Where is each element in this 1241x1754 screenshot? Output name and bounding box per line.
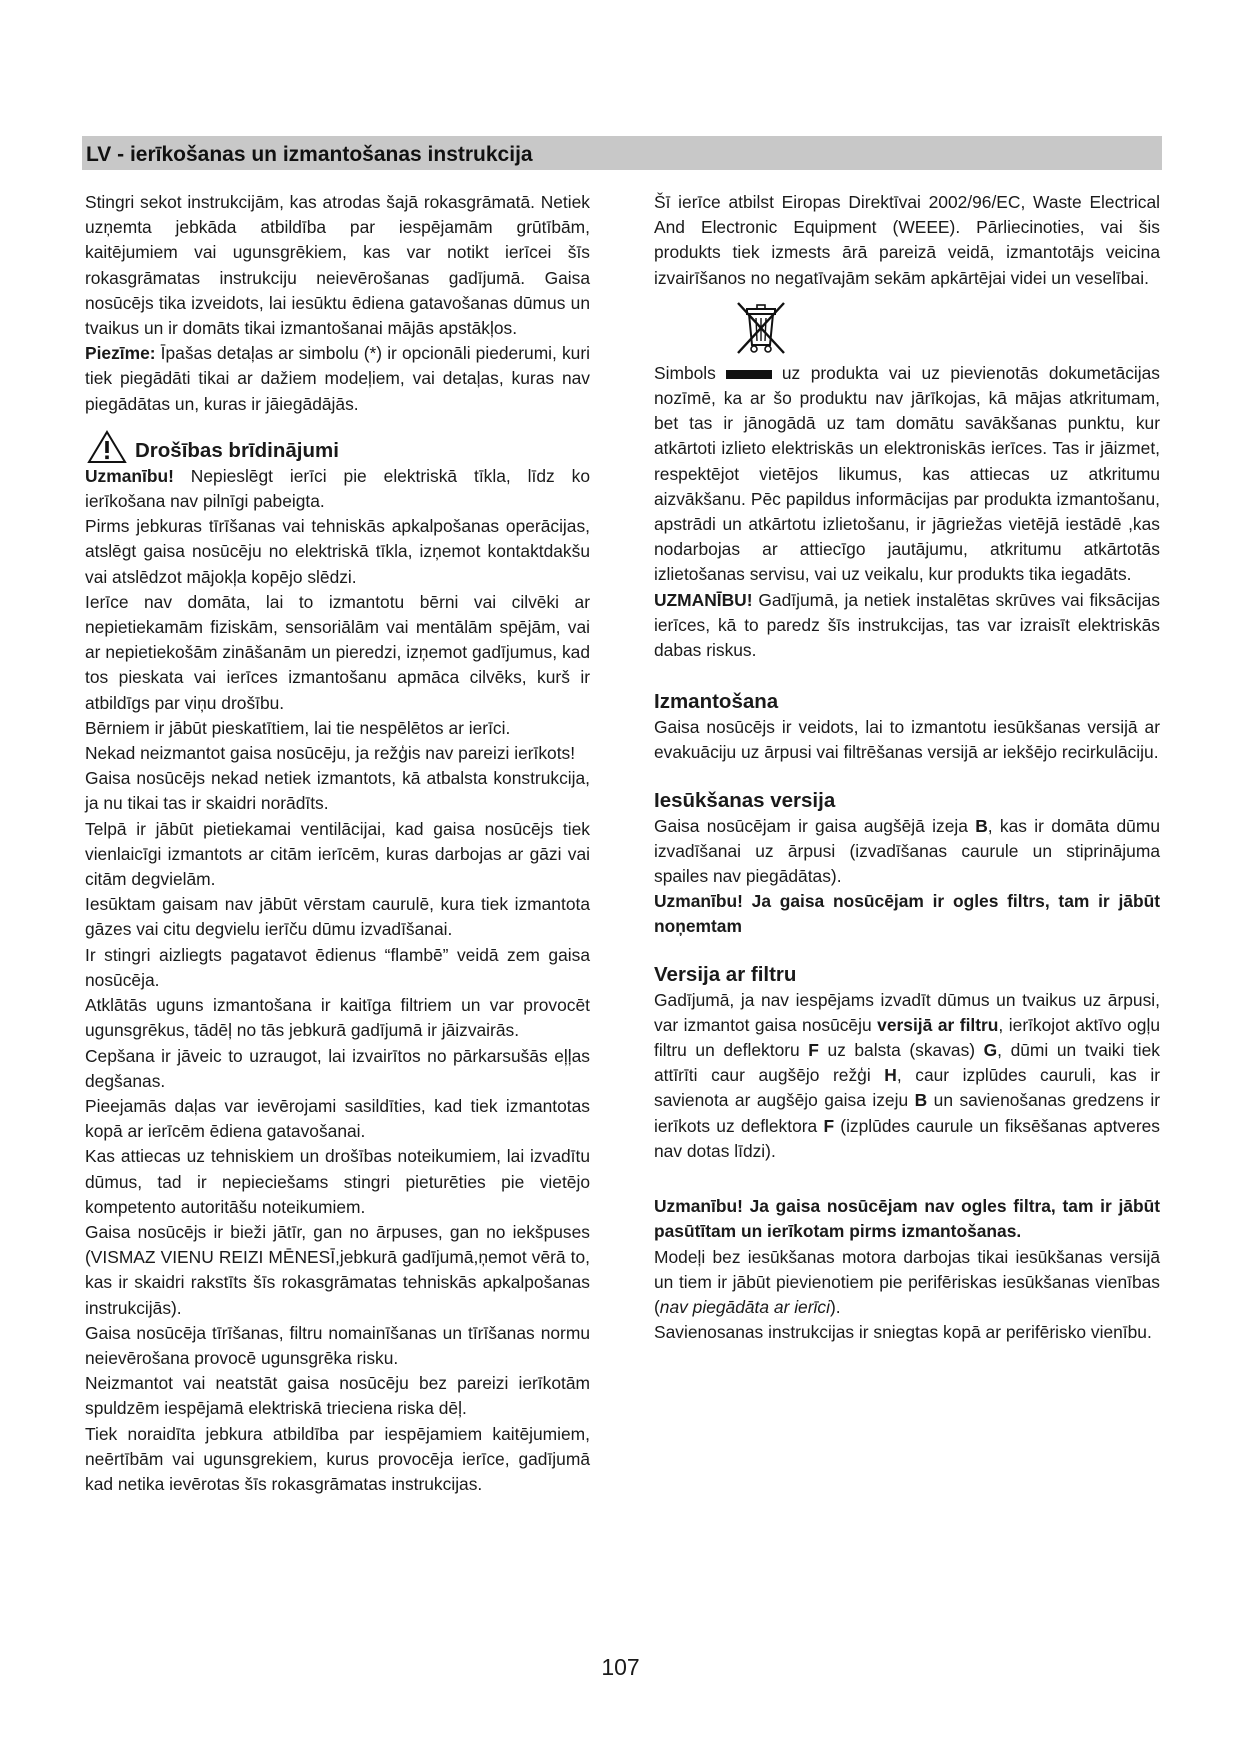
safety-paragraph: Neizmantot vai neatstāt gaisa nosūcēju bez pareizi ierīkotām spuldzēm iespējamā elektriskā trieciena riska dēļ. [85, 1373, 590, 1419]
uzmanibu-text: Gadījumā, ja netiek instalētas skrūves vai fiksācijas ierīces, kā to paredz šīs instrukcijas, tas var izraisīt elektriskās dabas riskus. [654, 589, 1160, 661]
suction-text-1: Gaisa nosūcējam ir gaisa augšējā izeja [654, 815, 976, 836]
usage-heading: Izmantošana [654, 690, 779, 714]
safety-paragraph: Telpā ir jābūt pietiekamai ventilācijai, kad gaisa nosūcējs tiek vienlaicīgi izmantots ar citām ierīcēm, kuras darbojas ar gāzi vai citām degvielām. [85, 818, 590, 890]
suction-heading: Iesūkšanas versija [654, 788, 836, 812]
safety-paragraph: Pirms jebkuras tīrīšanas vai tehniskās apkalpošanas operācijas, atslēgt gaisa nosūcēju no elektriskā tīkla, izņemot kontaktdakšu vai atslēdzot mājokļa kopējo slēdzi. [85, 516, 590, 587]
uzmanibu-paragraph [654, 588, 1160, 664]
suction-b: B [975, 815, 988, 836]
attention-text: Nepieslēgt ierīci pie elektriskā tīkla, līdz ko ierīkošana nav pilnīgi pabeigta. [85, 465, 590, 512]
filter-warning [654, 1194, 1160, 1244]
page-title: LV - ierīkošanas un izmantošanas instrukcija [86, 143, 533, 166]
safety-paragraph: Nekad neizmantot gaisa nosūcēju, ja režģis nav pareizi ierīkots! [85, 743, 576, 764]
safety-paragraph: Cepšana ir jāveic to uzraugot, lai izvairītos no pārkarsušās eļļas degšanas. [85, 1045, 590, 1091]
safety-heading-row [85, 430, 590, 464]
filter-f1: F [808, 1040, 819, 1061]
safety-paragraph: Ierīce nav domāta, lai to izmantotu bērni vai cilvēki ar nepietiekamām fiziskām, sensoriālām vai mentālām spējām, vai ar nepietiekošām zināšanām un pieredzi, izņemot gadījumus, kad tos pieskata vai ierīces izmantošanu apmāca cilvēks, kurš ir atbildīgs par viņu drošību. [85, 591, 590, 713]
page-number: 107 [601, 1654, 640, 1680]
filter-warning-text: Uzmanību! Ja gaisa nosūcējam nav ogles filtra, tam ir jābūt pasūtītam un ierīkotam pirms izmantošanas. [654, 1196, 1160, 1242]
suction-warning-text: Uzmanību! Ja gaisa nosūcējam ir ogles filtrs, tam ir jābūt noņemtam [654, 891, 1160, 937]
suction-paragraph [654, 814, 1160, 890]
note-paragraph [85, 341, 590, 417]
safety-paragraph: Iesūktam gaisam nav jābūt vērstam caurulē, kura tiek izmantota gāzes vai citu degvielu ierīču dūmu izvadīšanai. [85, 894, 590, 940]
safety-paragraph: Tiek noraidīta jebkura atbildība par iespējamiem kaitējumiem, neērtībām vai ugunsgrekiem, kurus provocēja ierīce, gadījumā kad netika ievērotas šīs rokasgrāmatas instrukcijas. [85, 1423, 590, 1494]
models-text-1: Modeļi bez iesūkšanas motora darbojas tikai iesūkšanas versijā un tiem ir jābūt pievienotiem pie perifēriskas iesūkšanas vienības ( [654, 1246, 1160, 1317]
attention-label: Uzmanību! [85, 465, 174, 486]
intro-paragraph: Stingri sekot instrukcijām, kas atrodas šajā rokasgrāmatā. Netiek uzņemta jebkāda atbildība par iespējamām grūtībām, kaitējumiem vai ugunsgrēkiem, kas var notikt ierīcei šīs rokasgrāmatas instrukciju neievērošanas gadījumā. Gaisa nosūcējs tika izveidots, lai iesūktu ēdiena gatavošanas dūmus un tvaikus un ir domāts tikai izmantošanai mājās apstākļos. [85, 192, 590, 339]
safety-paragraph: Kas attiecas uz tehniskiem un drošības noteikumiem, lai izvadītu dūmus, tad ir nepieciešams stingri pieturēties pie vietējo kompetento autoritāšu noteikumiem. [85, 1146, 590, 1217]
filter-text-4: , dūmi un tvaiki tiek attīrīti caur augšējo režģi [654, 1040, 1160, 1086]
suction-warning [654, 889, 1160, 939]
filter-text-3: uz balsta (skavas) [818, 1040, 984, 1061]
safety-paragraph: Atklātās uguns izmantošana ir kaitīga filtriem un var provocēt ugunsgrēkus, tādēļ no tās jebkurā gadījumā ir jāizvairās. [85, 995, 590, 1041]
suction-text-2: , kas ir domāta dūmu izvadīšanai uz ārpusi (izvadīšanas caurule un stiprinājuma spailes nav piegādātas). [654, 815, 1160, 887]
attention-paragraph [85, 464, 590, 514]
filter-text-7: (izplūdes caurule un fiksēšanas aptveres nav dotas līdzi). [654, 1115, 1160, 1161]
filter-text-1: Gadījumā, ja nav iespējams izvadīt dūmus un tvaikus uz ārpusi, var izmantot gaisa nosūcēju [654, 989, 1160, 1035]
filter-text-5: , caur izplūdes cauruli, kas ir savienota ar augšējo gaisa izeju [654, 1065, 1160, 1111]
safety-paragraph: Bērniem ir jābūt pieskatītiem, lai tie nespēlētos ar ierīci. [85, 717, 511, 738]
filter-heading: Versija ar filtru [654, 962, 797, 986]
safety-paragraph: Gaisa nosūcējs ir bieži jātīr, gan no ārpuses, gan no iekšpuses (VISMAZ VIENU REIZI MĒNESĪ,jebkurā gadījumā,ņemot vērā to, kas ir skaidri rakstīts šīs rokasgrāmatas tehniskās apkalpošanas instrukcijās). [85, 1221, 590, 1318]
filter-f2: F [823, 1115, 835, 1136]
symbol-label: Simbols [654, 362, 716, 383]
filter-paragraph [654, 988, 1160, 1164]
note-text: Īpašas detaļas ar simbolu (*) ir opcionāli piederumi, kuri tiek piegādāti tikai ar dažiem modeļiem, vai detaļas, kuras nav piegādātas un, kuras ir jāiegādājās. [85, 343, 590, 414]
crossed-out-bin-icon [730, 297, 792, 357]
symbol-text: uz produkta vai uz pievienotās dokumetācijas nozīmē, ka ar šo produktu nav jārīkojas, kā mājas atkritumam, bet tas ir jānogādā uz tam domātu savākšanas punktu, kur atkārtoti izlieto elektriskās un elektroniskās ierīces. Tas ir jāizmet, respektējot vietējos likumus, kas attiecas uz atkritumu aizvākšanu. Pēc papildus informācijas par produkta izmantošanu, apstrādi un atkārtotu izlietošanu, ir jāgriežas vietējā iestādē ,kas nodarbojas ar attiecīgo jautājumu, atkritumu atkārtotās izlietošanas servisu, vai uz veikalu, kur produkts tika iegadāts. [654, 362, 1160, 585]
safety-paragraph: Ir stingri aizliegts pagatavot ēdienus “flambē” veidā zem gaisa nosūcēja. [85, 944, 590, 990]
filter-g: G [983, 1040, 998, 1061]
models-text-2: ). [829, 1296, 841, 1317]
models-paragraph [654, 1245, 1160, 1321]
note-label: Piezīme: [85, 343, 156, 364]
uzmanibu-label: UZMANĪBU! [654, 589, 753, 610]
right-column [654, 190, 1160, 1345]
connection-paragraph: Savienosanas instrukcijas ir sniegtas kopā ar perifērisko vienību. [654, 1322, 1152, 1343]
weee-paragraph: Šī ierīce atbilst Eiropas Direktīvai 2002/96/EC, Waste Electrical And Electronic Equipment (WEEE). Pārliecinoties, vai šis produkts tiek izmests ārā pareizā veidā, izmantotājs veicina izvairīšanos no negatīvajām sekām apkārtējai videi un veselībai. [654, 192, 1160, 288]
filter-bold-1: versijā ar filtru [877, 1014, 999, 1035]
filter-text-6: un savienošanas gredzens ir ierīkots uz deflektora [654, 1090, 1161, 1136]
safety-paragraph: Gaisa nosūcēja tīrīšanas, filtru nomainīšanas un tīrīšanas normu neievērošana provocē ugunsgrēka risku. [85, 1322, 590, 1368]
filter-h: H [884, 1065, 897, 1086]
header-bar [82, 136, 1162, 170]
safety-paragraph: Pieejamās daļas var ievērojami sasildīties, kad tiek izmantotas kopā ar ierīcēm ēdiena gatavošanai. [85, 1095, 590, 1142]
safety-paragraph: Gaisa nosūcējs nekad netiek izmantots, kā atbalsta konstrukcija, ja nu tikai tas ir skaidri norādīts. [85, 768, 590, 814]
warning-triangle-icon [87, 430, 127, 464]
filter-text-2: , ierīkojot aktīvo ogļu filtru un deflektoru [654, 1014, 1160, 1061]
left-column [85, 190, 590, 1497]
safety-heading: Drošības brīdinājumi [135, 438, 339, 462]
models-italic: nav piegādāta ar ierīci [659, 1296, 830, 1317]
symbol-paragraph [654, 361, 1160, 588]
black-bar-symbol-icon [726, 370, 772, 379]
filter-b: B [914, 1090, 928, 1111]
usage-paragraph: Gaisa nosūcējs ir veidots, lai to izmantotu iesūkšanas versijā ar evakuāciju uz ārpusi vai filtrēšanas versijā ar iekšējo recirkulāciju. [654, 717, 1160, 763]
